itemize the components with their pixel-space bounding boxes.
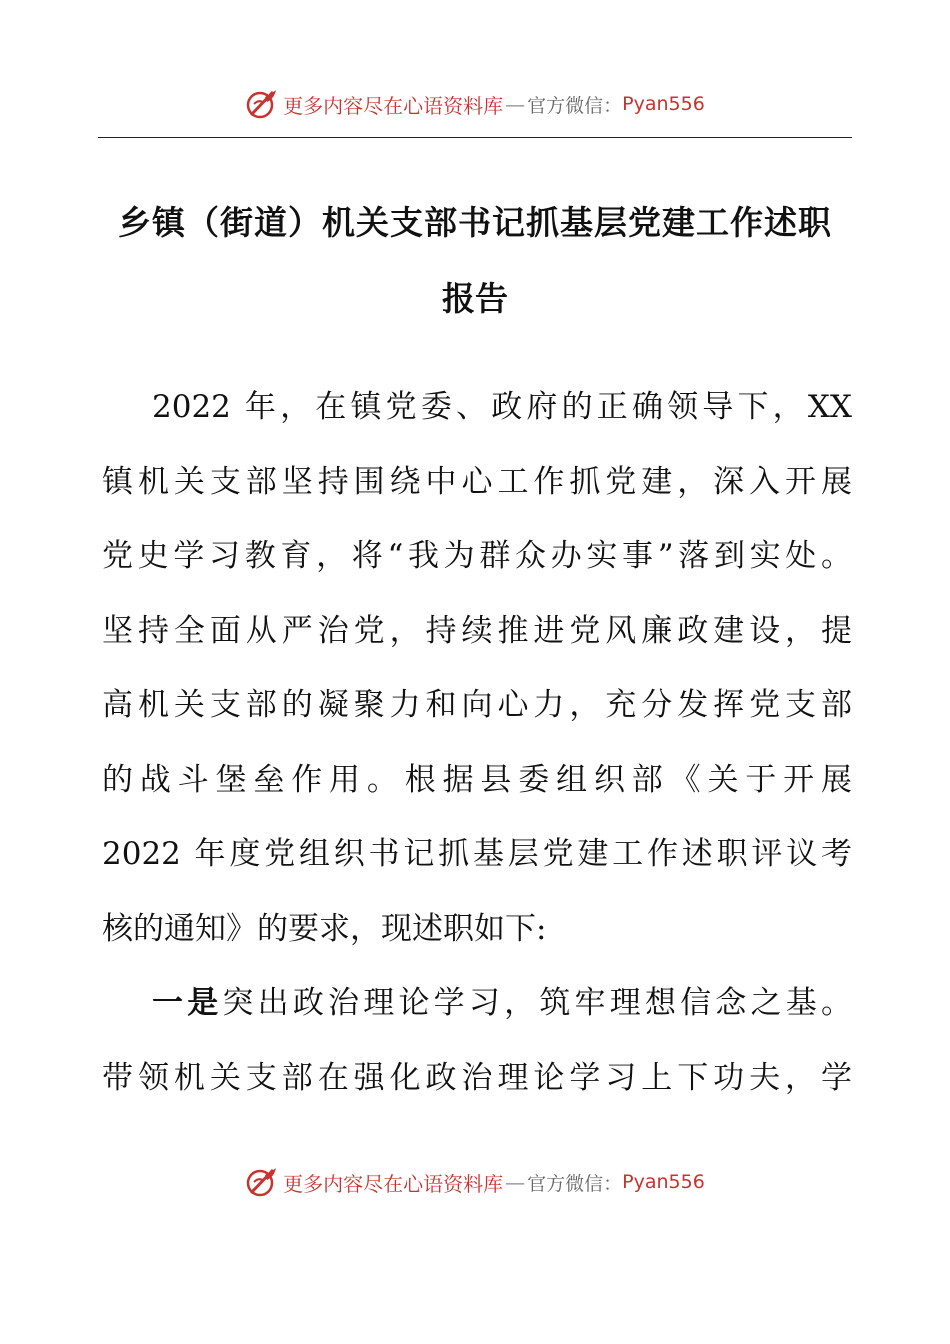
body-line: 核的通知》的要求，现述职如下:	[102, 910, 547, 947]
watermark-text: 更多内容尽在心语资料库	[283, 1171, 504, 1196]
watermark-wechat-id: Pyan556	[622, 1171, 705, 1193]
body-line: 2022 年度党组织书记抓基层党建工作述职评议考	[102, 836, 852, 872]
watermark-wechat-label: 官方微信：	[527, 1172, 623, 1195]
header-divider	[98, 137, 852, 138]
quill-logo-icon	[245, 87, 279, 121]
body-line: 2022 年，在镇党委、政府的正确领导下，XX	[152, 389, 852, 425]
paragraph2-lead: 一是	[152, 985, 223, 1021]
header-watermark	[0, 84, 950, 124]
watermark-text: 更多内容尽在心语资料库	[283, 93, 504, 118]
watermark-separator: —	[505, 92, 526, 116]
quill-logo-icon	[245, 1165, 279, 1199]
body-line-paragraph2	[102, 966, 852, 1041]
footer-watermark	[0, 1162, 950, 1202]
body-line: 高机关支部的凝聚力和向心力，充分发挥党支部	[102, 687, 852, 723]
body-line: 党史学习教育，将“我为群众办实事”落到实处。	[102, 538, 852, 574]
body-line: 的战斗堡垒作用。根据县委组织部《关于开展	[102, 761, 852, 798]
watermark-separator: —	[505, 1170, 526, 1194]
body-line: 镇机关支部坚持围绕中心工作抓党建，深入开展	[102, 463, 852, 500]
body-line: 坚持全面从严治党，持续推进党风廉政建设，提	[102, 612, 852, 649]
watermark-wechat-label: 官方微信：	[527, 94, 623, 117]
document-body	[102, 370, 852, 1115]
document-title-line1: 乡镇（街道）机关支部书记抓基层党建工作述职	[118, 203, 832, 242]
paragraph2-line1-text: 突出政治理论学习，筑牢理想信念之基。	[222, 985, 852, 1021]
body-line: 带领机关支部在强化政治理论学习上下功夫，学	[102, 1059, 852, 1096]
watermark-wechat-id: Pyan556	[622, 93, 705, 115]
document-title-line2: 报告	[442, 279, 508, 318]
